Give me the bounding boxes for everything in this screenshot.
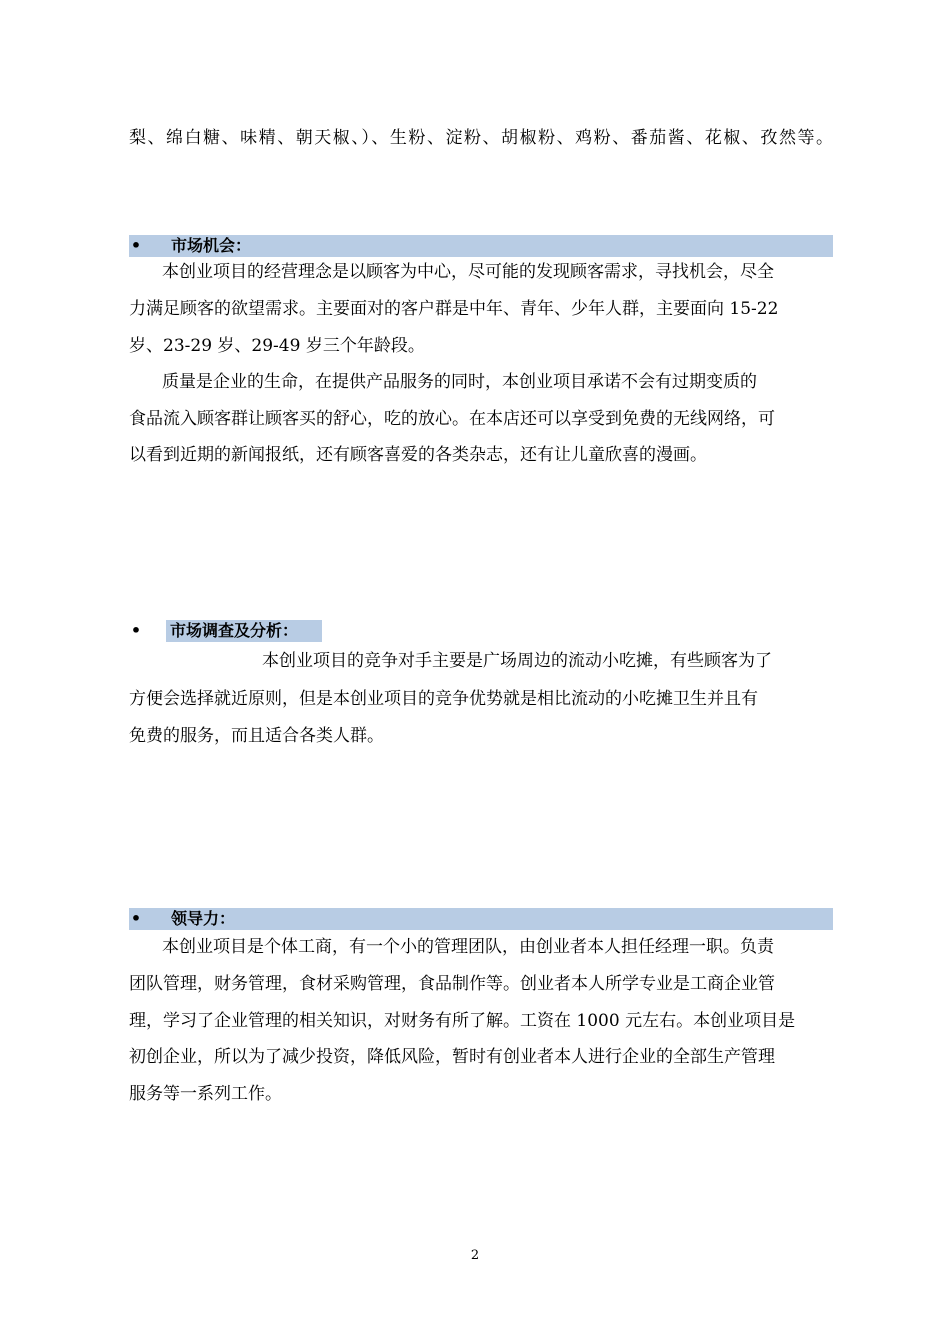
section-heading-market-research (129, 620, 329, 642)
paragraph-line: 质量是企业的生命，在提供产品服务的同时，本创业项目承诺不会有过期变质的 (162, 372, 757, 392)
paragraph-line: 岁、23-29 岁、29-49 岁三个年龄段。 (129, 336, 425, 356)
paragraph-line: 力满足顾客的欲望需求。主要面对的客户群是中年、青年、少年人群，主要面向 15-22 (129, 299, 779, 319)
paragraph-line: 以看到近期的新闻报纸，还有顾客喜爱的各类杂志，还有让儿童欣喜的漫画。 (129, 445, 707, 465)
paragraph-line: 理，学习了企业管理的相关知识，对财务有所了解。工资在 1000 元左右。本创业项目是 (129, 1011, 796, 1031)
heading-text: 领导力： (171, 909, 236, 928)
heading-text: 市场机会： (171, 236, 252, 255)
paragraph-line: 初创企业，所以为了减少投资，降低风险，暂时有创业者本人进行企业的全部生产管理 (129, 1047, 775, 1067)
bullet-icon: • (130, 909, 142, 928)
paragraph-line: 本创业项目的经营理念是以顾客为中心，尽可能的发现顾客需求，寻找机会，尽全 (162, 262, 774, 282)
section-heading-market-opportunity (129, 235, 833, 257)
paragraph-line: 本创业项目的竞争对手主要是广场周边的流动小吃摊，有些顾客为了 (262, 651, 772, 671)
paragraph-line: 服务等一系列工作。 (129, 1084, 282, 1104)
paragraph-line: 免费的服务，而且适合各类人群。 (129, 726, 384, 746)
intro-continuation-line: 梨、绵白糖、味精、朝天椒、）、生粉、淀粉、胡椒粉、鸡粉、番茄酱、花椒、孜然等。 (129, 128, 833, 148)
section-heading-leadership (129, 908, 833, 930)
heading-text: 市场调查及分析： (170, 621, 299, 640)
paragraph-line: 本创业项目是个体工商，有一个小的管理团队，由创业者本人担任经理一职。负责 (162, 937, 774, 957)
page-number: 2 (470, 1248, 480, 1263)
paragraph-line: 食品流入顾客群让顾客买的舒心，吃的放心。在本店还可以享受到免费的无线网络，可 (129, 409, 775, 429)
bullet-icon: • (130, 621, 142, 640)
bullet-icon: • (130, 236, 142, 255)
paragraph-line: 团队管理，财务管理，食材采购管理，食品制作等。创业者本人所学专业是工商企业管 (129, 974, 775, 994)
paragraph-line: 方便会选择就近原则，但是本创业项目的竞争优势就是相比流动的小吃摊卫生并且有 (129, 689, 758, 709)
